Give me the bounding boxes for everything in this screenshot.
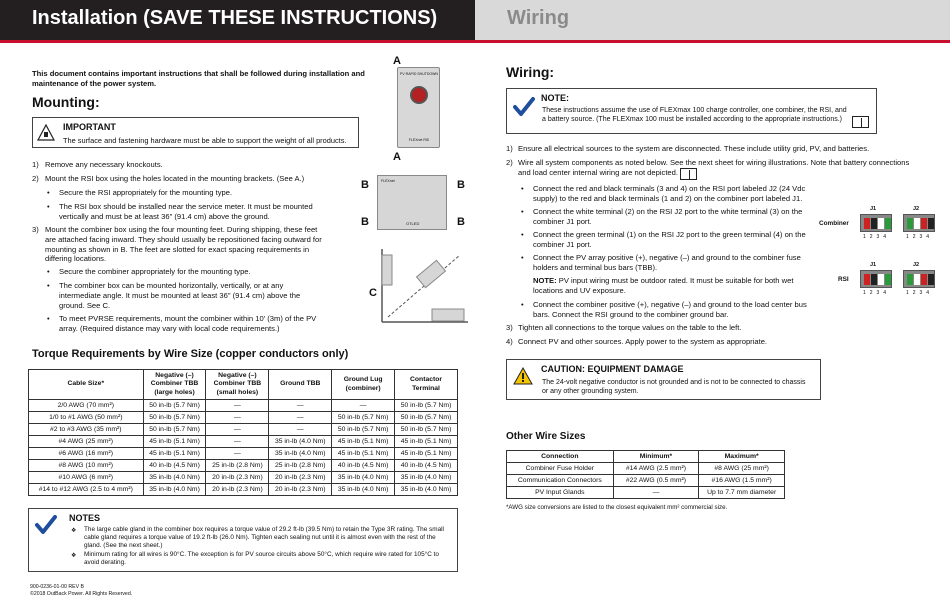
- table-row: [507, 475, 785, 487]
- caution-hand-icon: [37, 124, 55, 142]
- list-item: • Connect the red and black terminals (3 and 4) on the RSI port labeled J2 (24 Vdc supply) to the red and black terminals (1 and 2) on the combiner port labeled J1.: [533, 184, 813, 204]
- table-cell: 45 in-lb (5.1 Nm): [332, 448, 395, 460]
- table-cell: 45 in-lb (5.1 Nm): [332, 436, 395, 448]
- list-item: • Connect the white terminal (2) on the RSI J2 port to the white terminal (3) on the combiner J1 port.: [533, 207, 813, 227]
- table-cell: #2 to #3 AWG (35 mm²): [29, 424, 144, 436]
- table-cell: 35 in-lb (4.0 Nm): [395, 484, 458, 496]
- list-item: • Secure the RSI appropriately for the mounting type.: [59, 188, 324, 198]
- connector-port-label: J2: [913, 262, 920, 268]
- table-cell: 45 in-lb (5.1 Nm): [143, 448, 206, 460]
- table-cell: 35 in-lb (4.0 Nm): [332, 472, 395, 484]
- table-cell: 50 in-lb (5.7 Nm): [143, 412, 206, 424]
- figure-label-b: B: [361, 179, 369, 191]
- table-cell: 35 in-lb (4.0 Nm): [143, 484, 206, 496]
- terminal-pin: [885, 274, 891, 285]
- torque-heading: Torque Requirements by Wire Size (copper conductors only): [32, 348, 349, 360]
- pv-note-text: PV input wiring must be outdoor rated. It must be suitable for both wet locations and UV exposure.: [533, 276, 794, 295]
- table-row: [29, 484, 458, 496]
- rsi-bottom-label: FLEXnet RSI: [408, 138, 430, 142]
- combiner-caption: FLEXnet: [381, 179, 395, 183]
- header-accent-rule: [0, 40, 950, 43]
- pv-note: [533, 276, 813, 296]
- step-number: 3): [506, 323, 513, 332]
- doc-number: 900-0236-01-00 REV B: [30, 584, 84, 590]
- table-cell: Up to 7.7 mm diameter: [699, 487, 785, 499]
- pv-note-label: NOTE:: [533, 276, 557, 285]
- mounting-step-2: Mount the RSI box using the holes located in the mounting brackets. (See A.): [45, 174, 305, 183]
- table-cell: PV Input Glands: [507, 487, 614, 499]
- figure-label-a: A: [393, 55, 401, 67]
- table-cell: 20 in-lb (2.3 Nm): [269, 484, 332, 496]
- table-row: [507, 487, 785, 499]
- table-cell: 50 in-lb (5.7 Nm): [143, 424, 206, 436]
- column-header: Ground Lug (combiner): [332, 370, 395, 400]
- table-row: [29, 412, 458, 424]
- torque-table: [28, 369, 458, 496]
- note-bullet-icon: ❖: [71, 528, 77, 534]
- table-cell: 25 in-lb (2.8 Nm): [269, 460, 332, 472]
- table-cell: 35 in-lb (4.0 Nm): [269, 448, 332, 460]
- terminal-block: [860, 270, 892, 288]
- table-cell: #10 AWG (6 mm²): [29, 472, 144, 484]
- step-number: 1): [506, 144, 513, 153]
- rsi-caption: PV RAPID SHUTDOWN: [400, 72, 438, 76]
- wiring-step-3: Tighten all connections to the torque values on the table to the left.: [518, 323, 742, 332]
- terminal-pin: [878, 274, 884, 285]
- table-cell: 2/0 AWG (70 mm²): [29, 400, 144, 412]
- column-header: Maximum*: [699, 451, 785, 463]
- table-cell: 45 in-lb (5.1 Nm): [395, 448, 458, 460]
- table-cell: —: [269, 400, 332, 412]
- wiring-step-2: Wire all system components as noted below. See the next sheet for wiring illustrations. Note that battery connections and load center internal wiring are not depicted.: [518, 158, 910, 177]
- wiring-heading: Wiring:: [506, 64, 555, 80]
- terminal-pin: [907, 218, 913, 229]
- table-cell: 40 in-lb (4.5 Nm): [332, 460, 395, 472]
- connector-port-label: J1: [870, 262, 877, 268]
- footer: [30, 584, 132, 597]
- table-cell: 45 in-lb (5.1 Nm): [143, 436, 206, 448]
- table-cell: —: [613, 487, 699, 499]
- table-cell: 45 in-lb (5.1 Nm): [395, 436, 458, 448]
- page-header: [0, 0, 950, 44]
- step-number: 3): [32, 225, 39, 234]
- wire-footnote: *AWG size conversions are listed to the closest equivalent mm² commercial size.: [506, 504, 728, 511]
- note-item: The large cable gland in the combiner box requires a torque value of 29.2 ft-lb (39.5 Nm) to retain the Type 3R rating. The small cable gland requires a torque value of 19.2 ft-lb (26.0 Nm). Tighten each sealing nut until it is almost even with the rest of the gland. (See the next sheet.): [84, 526, 444, 550]
- terminal-pin: [878, 218, 884, 229]
- table-cell: 50 in-lb (5.7 Nm): [332, 424, 395, 436]
- table-cell: 35 in-lb (4.0 Nm): [332, 484, 395, 496]
- table-cell: 1/0 to #1 AWG (50 mm²): [29, 412, 144, 424]
- important-text: The surface and fastening hardware must be able to support the weight of all products.: [63, 136, 347, 145]
- table-cell: 50 in-lb (5.7 Nm): [332, 412, 395, 424]
- connector-port-label: J1: [870, 206, 877, 212]
- terminal-pin: [928, 218, 934, 229]
- table-cell: 25 in-lb (2.8 Nm): [206, 460, 269, 472]
- terminal-pin: [914, 218, 920, 229]
- table-cell: —: [206, 448, 269, 460]
- table-cell: 35 in-lb (4.0 Nm): [395, 472, 458, 484]
- rsi-box-illustration: [397, 67, 440, 148]
- table-cell: —: [332, 400, 395, 412]
- table-cell: 20 in-lb (2.3 Nm): [269, 472, 332, 484]
- table-row: [29, 460, 458, 472]
- list-item: • The RSI box should be installed near the service meter. It must be mounted vertically and must be at least 36" (91.4 cm) above the ground.: [59, 202, 324, 222]
- figure-label-b: B: [457, 179, 465, 191]
- list-item: • Connect the green terminal (1) on the RSI J2 port to the green terminal (4) on the combiner J1 port.: [533, 230, 813, 250]
- important-box: [32, 117, 359, 148]
- terminal-block: [860, 214, 892, 232]
- terminal-pin: [921, 218, 927, 229]
- combiner-bottom-label: OTLED: [406, 221, 420, 226]
- table-cell: #14 to #12 AWG (2.5 to 4 mm²): [29, 484, 144, 496]
- other-wire-heading: Other Wire Sizes: [506, 431, 586, 442]
- mounting-step-3: Mount the combiner box using the four mounting feet. During shipping, these feet are attached facing inward. They should usually be repositioned facing outward for mounting as shown in B. The feet are slotted for exact spacing requirements in differing locations.: [45, 225, 322, 264]
- book-icon: [680, 168, 697, 180]
- table-cell: —: [206, 424, 269, 436]
- caution-text: The 24-volt negative conductor is not grounded and is not to be connected to chassis or any other grounding system.: [542, 379, 806, 395]
- table-row: [29, 400, 458, 412]
- caution-title: CAUTION: EQUIPMENT DAMAGE: [541, 364, 684, 374]
- column-header: Minimum*: [613, 451, 699, 463]
- terminal-pin: [871, 218, 877, 229]
- column-header: Negative (–) Combiner TBB (large holes): [143, 370, 206, 400]
- table-cell: #16 AWG (1.5 mm²): [699, 475, 785, 487]
- figure-label-b: B: [361, 216, 369, 228]
- column-header: Negative (–) Combiner TBB (small holes): [206, 370, 269, 400]
- table-cell: #14 AWG (2.5 mm²): [613, 463, 699, 475]
- caution-box: [506, 359, 821, 400]
- table-cell: —: [269, 412, 332, 424]
- table-cell: 40 in-lb (4.5 Nm): [395, 460, 458, 472]
- book-icon: [852, 116, 869, 128]
- list-item: • Connect the combiner positive (+), negative (–) and ground to the load center bus bars. Connect the RSI ground to the combiner ground bar.: [533, 300, 813, 320]
- terminal-pin: [871, 274, 877, 285]
- step-number: 4): [506, 337, 513, 346]
- table-cell: —: [206, 436, 269, 448]
- connector-port-label: J2: [913, 206, 920, 212]
- copyright: ©2018 OutBack Power. All Rights Reserved.: [30, 590, 133, 597]
- figure-label-c: C: [369, 287, 377, 299]
- note-bullet-icon: ❖: [71, 553, 77, 559]
- figure-label-b: B: [457, 216, 465, 228]
- table-header-row: [29, 370, 458, 400]
- wiring-note-box: [506, 88, 877, 134]
- checkmark-icon: [513, 97, 535, 117]
- note-text: These instructions assume the use of FLEXmax 100 charge controller, one combiner, the RSI, and a battery source. (The FLEXmax 100 must be installed according to the appropriate instructions.): [542, 107, 847, 123]
- terminal-pin: [914, 274, 920, 285]
- disconnect-switch-icon: [410, 86, 428, 104]
- column-header: Ground TBB: [269, 370, 332, 400]
- table-cell: 35 in-lb (4.0 Nm): [143, 472, 206, 484]
- table-cell: 35 in-lb (4.0 Nm): [269, 436, 332, 448]
- mounting-step-1: Remove any necessary knockouts.: [45, 160, 163, 169]
- important-title: IMPORTANT: [63, 122, 116, 132]
- terminal-pin: [921, 274, 927, 285]
- combiner-connector-label: Combiner: [819, 220, 849, 227]
- notes-title: NOTES: [69, 513, 101, 523]
- step-number: 1): [32, 160, 39, 169]
- list-item: • To meet PVRSE requirements, mount the combiner within 10' (3m) of the PV array. (Required distance may vary with local code requirements.): [59, 314, 324, 334]
- table-cell: —: [206, 412, 269, 424]
- figure-label-a: A: [393, 151, 401, 163]
- table-cell: #6 AWG (16 mm²): [29, 448, 144, 460]
- terminal-block: [903, 270, 935, 288]
- table-cell: #8 AWG (25 mm²): [699, 463, 785, 475]
- note-title: NOTE:: [541, 93, 569, 103]
- table-cell: 20 in-lb (2.3 Nm): [206, 484, 269, 496]
- pin-numbers: 1 2 3 4: [863, 234, 888, 240]
- installation-title: Installation (SAVE THESE INSTRUCTIONS): [32, 7, 438, 29]
- step-number: 2): [32, 174, 39, 183]
- table-cell: 20 in-lb (2.3 Nm): [206, 472, 269, 484]
- notes-box: [28, 508, 458, 572]
- list-item: • Connect the PV array positive (+), negative (–) and ground to the combiner fuse holders and terminal bus bars (TBB).: [533, 253, 813, 273]
- list-item: • Secure the combiner appropriately for the mounting type.: [59, 267, 324, 277]
- table-row: [29, 472, 458, 484]
- table-row: [29, 436, 458, 448]
- table-cell: 50 in-lb (5.7 Nm): [395, 400, 458, 412]
- note-item: Minimum rating for all wires is 90°C. The exception is for PV source circuits above 50°C, which require wire rated for 105°C to avoid derating.: [84, 551, 439, 567]
- wiring-step-1: Ensure all electrical sources to the system are disconnected. These include utility grid, PV, and batteries.: [518, 144, 870, 153]
- terminal-pin: [907, 274, 913, 285]
- table-cell: #4 AWG (25 mm²): [29, 436, 144, 448]
- table-row: [29, 424, 458, 436]
- list-item: • The combiner box can be mounted horizontally, vertically, or at any intermediate angle. It must be mounted at least 36" (91.4 cm) above the ground. See C.: [59, 281, 324, 310]
- column-header: Connection: [507, 451, 614, 463]
- other-wire-table: [506, 450, 785, 499]
- wiring-step-4: Connect PV and other sources. Apply power to the system as appropriate.: [518, 337, 768, 346]
- mounting-heading: Mounting:: [32, 94, 100, 110]
- column-header: Contactor Terminal: [395, 370, 458, 400]
- table-cell: —: [269, 424, 332, 436]
- table-cell: 40 in-lb (4.5 Nm): [143, 460, 206, 472]
- pin-numbers: 1 2 3 4: [906, 290, 931, 296]
- intro-text: This document contains important instructions that shall be followed during installation and maintenance of the power system.: [32, 69, 365, 88]
- table-cell: 50 in-lb (5.7 Nm): [143, 400, 206, 412]
- table-cell: Communication Connectors: [507, 475, 614, 487]
- terminal-pin: [885, 218, 891, 229]
- terminal-pin: [864, 274, 870, 285]
- terminal-pin: [864, 218, 870, 229]
- terminal-pin: [928, 274, 934, 285]
- terminal-block: [903, 214, 935, 232]
- table-cell: —: [206, 400, 269, 412]
- checkmark-icon: [35, 515, 57, 535]
- mounting-angle-illustration: [380, 247, 470, 327]
- table-cell: 50 in-lb (5.7 Nm): [395, 424, 458, 436]
- wiring-title: Wiring: [507, 7, 570, 29]
- table-cell: Combiner Fuse Holder: [507, 463, 614, 475]
- column-header: Cable Size*: [29, 370, 144, 400]
- table-header-row: [507, 451, 785, 463]
- warning-icon: [513, 367, 533, 385]
- table-cell: #22 AWG (0.5 mm²): [613, 475, 699, 487]
- step-number: 2): [506, 158, 513, 167]
- table-cell: 50 in-lb (5.7 Nm): [395, 412, 458, 424]
- table-row: [29, 448, 458, 460]
- pin-numbers: 1 2 3 4: [906, 234, 931, 240]
- pin-numbers: 1 2 3 4: [863, 290, 888, 296]
- table-cell: #8 AWG (10 mm²): [29, 460, 144, 472]
- rsi-connector-label: RSI: [838, 276, 849, 283]
- table-row: [507, 463, 785, 475]
- combiner-box-illustration: [377, 175, 447, 230]
